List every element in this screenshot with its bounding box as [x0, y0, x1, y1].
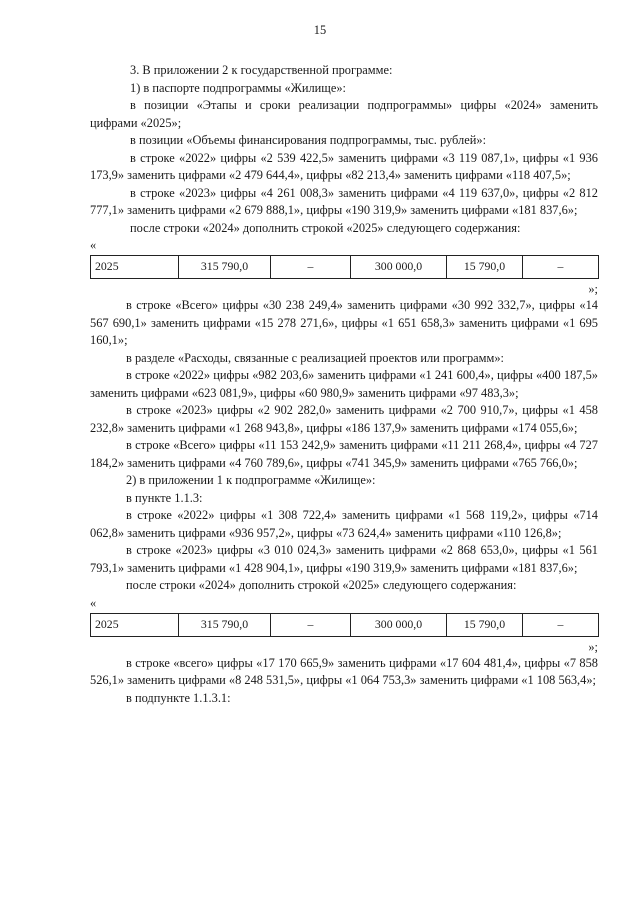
paragraph-volumes: в позиции «Объемы финансирования подпрограммы, тыс. рублей»:: [130, 133, 487, 147]
paragraph-after-2024-point: после строки «2024» дополнить строкой «2025» следующего содержания:: [126, 578, 517, 592]
paragraph-after-2024: после строки «2024» дополнить строкой «2025» следующего содержания:: [130, 220, 521, 235]
paragraph-row-2022-point: в строке «2022» цифры «1 308 722,4» заменить цифрами «1 568 119,2», цифры «714 062,8» заменить цифрами «936 957,2», цифры «73 624,4» заменить цифрами «110 126,8»;: [90, 508, 598, 540]
table-cell: –: [523, 613, 599, 636]
table-cell-year: 2025: [91, 256, 179, 279]
paragraph-row-2023-point: в строке «2023» цифры «3 010 024,3» заменить цифрами «2 868 653,0», цифры «1 561 793,1» заменить цифрами «1 428 904,1», цифры «190 319,9» заменить цифрами «181 837,6»;: [90, 543, 598, 575]
paragraph-row-2022: в строке «2022» цифры «2 539 422,5» заменить цифрами «3 119 087,1», цифры «1 936 173,9» заменить цифрами «2 479 644,4», цифры «82 213,4» заменить цифрами «118 407,5»;: [90, 150, 598, 182]
quote-open: «: [90, 238, 97, 252]
paragraph-stages: в позиции «Этапы и сроки реализации подпрограммы» цифры «2024» заменить цифрами «2025»;: [90, 98, 598, 130]
table-row: [91, 613, 599, 636]
section-heading: 3. В приложении 2 к государственной программе:: [130, 63, 393, 77]
paragraph-total-expenses: в строке «Всего» цифры «11 153 242,9» заменить цифрами «11 211 268,4», цифры «4 727 184,2» заменить цифрами «4 760 789,6», цифры «741 345,9» заменить цифрами «765 766,0»;: [90, 438, 598, 470]
table-cell: 315 790,0: [179, 256, 271, 279]
document-body: [90, 62, 598, 707]
table-row: [91, 256, 599, 279]
paragraph-point-113: в пункте 1.1.3:: [126, 490, 203, 505]
paragraph-subpoint: в подпункте 1.1.3.1:: [126, 690, 231, 705]
table-cell: 300 000,0: [351, 613, 447, 636]
table-cell: –: [271, 256, 351, 279]
paragraph-appendix-1: 2) в приложении 1 к подпрограмме «Жилище»:: [126, 473, 376, 487]
quote-open: «: [90, 595, 97, 610]
table-row-2025-point: [90, 613, 599, 637]
table-cell: –: [523, 256, 599, 279]
page-number: 15: [313, 23, 327, 37]
table-cell: 15 790,0: [447, 256, 523, 279]
paragraph-row-2023-expenses: в строке «2023» цифры «2 902 282,0» заменить цифрами «2 700 910,7», цифры «1 458 232,8» заменить цифрами «1 268 943,8», цифры «186 137,9» заменить цифрами «174 055,6»;: [90, 403, 598, 435]
quote-close: »;: [588, 639, 598, 654]
paragraph-row-2023: в строке «2023» цифры «4 261 008,3» заменить цифрами «4 119 637,0», цифры «2 812 777,1» заменить цифрами «2 679 888,1», цифры «190 319,9» заменить цифрами «181 837,6»;: [90, 185, 598, 217]
table-cell: –: [271, 613, 351, 636]
quote-close: »;: [588, 282, 598, 296]
table-cell: 300 000,0: [351, 256, 447, 279]
paragraph-total-point: в строке «всего» цифры «17 170 665,9» заменить цифрами «17 604 481,4», цифры «7 858 526,1» заменить цифрами «8 248 531,5», цифры «1 064 753,3» заменить цифрами «1 108 563,4»;: [90, 655, 598, 687]
paragraph-row-2022-expenses: в строке «2022» цифры «982 203,6» заменить цифрами «1 241 600,4», цифры «400 187,5» заменить цифрами «623 081,9», цифры «60 980,9» заменить цифрами «97 483,3»;: [90, 368, 598, 400]
table-cell: 315 790,0: [179, 613, 271, 636]
table-cell: 15 790,0: [447, 613, 523, 636]
paragraph-total: в строке «Всего» цифры «30 238 249,4» заменить цифрами «30 992 332,7», цифры «14 567 690,1» заменить цифрами «15 278 271,6», цифры «1 651 658,3» заменить цифрами «1 695 160,1»;: [90, 298, 598, 347]
table-row-2025: [90, 255, 599, 279]
paragraph-subprogram-passport: 1) в паспорте подпрограммы «Жилище»:: [130, 80, 346, 95]
paragraph-section-expenses: в разделе «Расходы, связанные с реализацией проектов или программ»:: [126, 350, 505, 365]
table-cell-year: 2025: [91, 613, 179, 636]
